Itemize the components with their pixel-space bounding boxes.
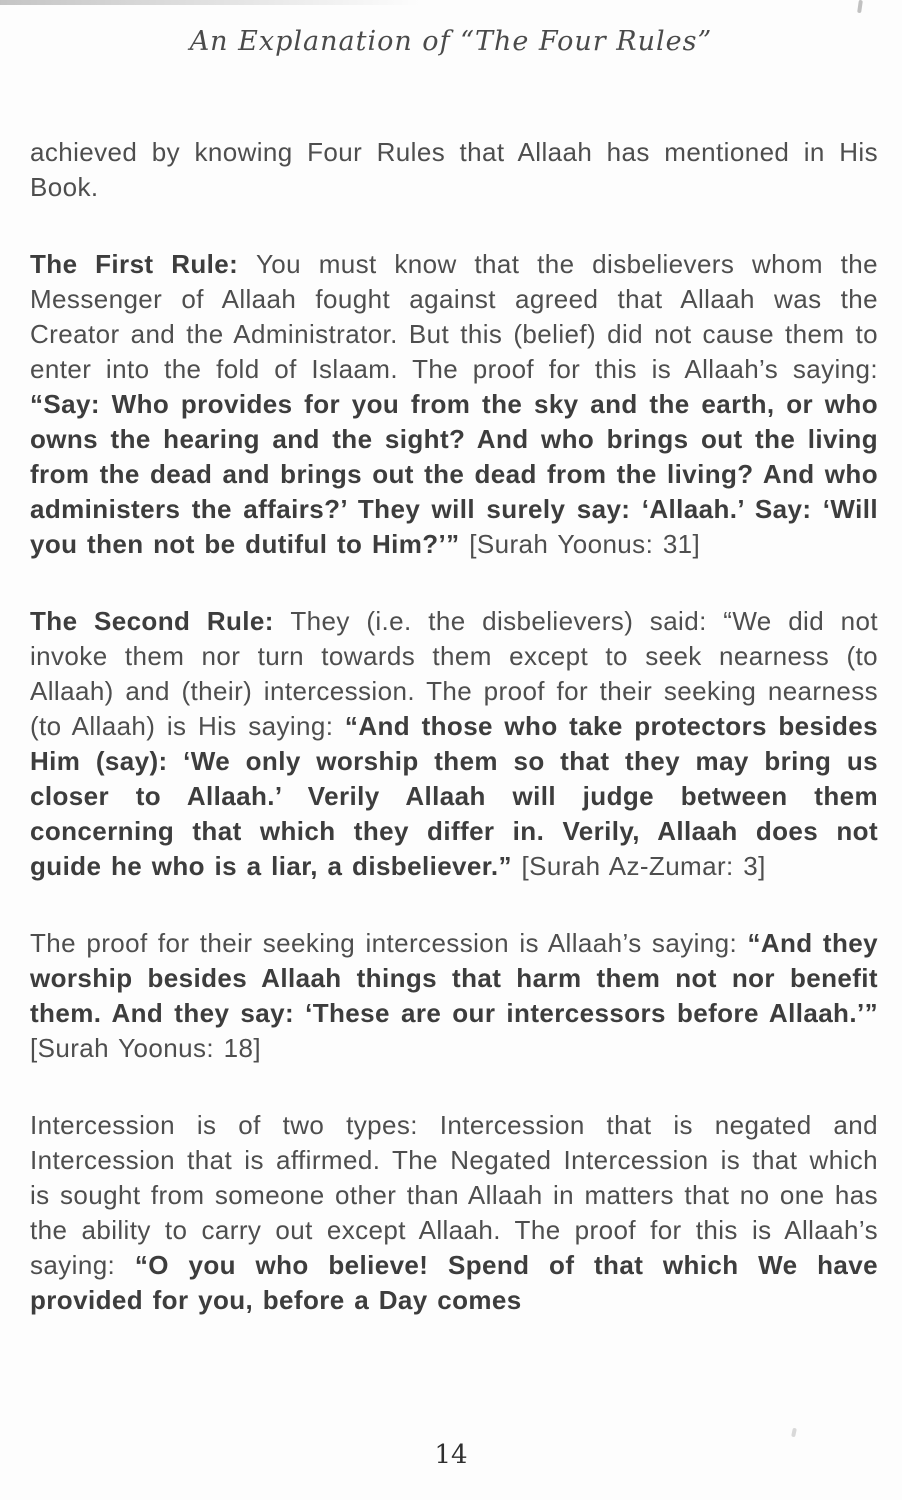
surah-reference: [Surah Yoonus: 31]: [469, 529, 701, 559]
surah-reference: [Surah Az-Zumar: 3]: [521, 851, 766, 881]
rule-heading: The Second Rule:: [30, 606, 291, 636]
running-header: An Explanation of “The Four Rules”: [189, 26, 713, 57]
page-number: 14: [434, 1440, 468, 1470]
quran-quote: “O you who believe! Spend of that which We have provided for you, before a Day comes: [30, 1250, 878, 1315]
paragraph-intercession-types: [30, 1108, 878, 1318]
scan-artifact: [791, 1428, 797, 1438]
body-text-segment: achieved by knowing Four Rules that Allaah has mentioned in His Book.: [30, 137, 878, 202]
quran-quote: “And they worship besides Allaah things that harm them not nor benefit them. And they say: ‘These are our intercessors before Allaah.’”: [30, 928, 878, 1028]
paragraph-first-rule: [30, 247, 878, 562]
body-text-segment: You must know that the disbelievers whom the Messenger of Allaah fought against agreed that Allaah was the Creator and the Administrator. But this (belief) did not cause them to enter into the fold of Islaam. The proof for this is Allaah’s saying:: [30, 249, 879, 384]
paragraph-intercession-proof: [30, 926, 878, 1066]
rule-heading: The First Rule:: [30, 249, 256, 279]
body-text-segment: They (i.e. the disbelievers) said: “We did not invoke them nor turn towards them except to seek nearness (to Allaah) and (their) intercession. The proof for their seeking nearness (to Allaah) is His saying:: [30, 606, 878, 741]
body-text-segment: The proof for their seeking intercession is Allaah’s saying:: [30, 928, 748, 958]
body-text-segment: Intercession is of two types: Intercession that is negated and Intercession that is affirmed. The Negated Intercession is that which is sought from someone other than Allaah in matters that no one has the ability to carry out except Allaah. The proof for this is Allaah’s saying:: [30, 1110, 878, 1280]
paragraph-second-rule: [30, 604, 878, 884]
paragraph-intro: [30, 135, 878, 205]
page-body: [0, 135, 902, 1318]
surah-reference: [Surah Yoonus: 18]: [30, 1033, 261, 1063]
scan-artifact: [0, 0, 420, 5]
scan-artifact: [857, 0, 863, 13]
quran-quote: “Say: Who provides for you from the sky and the earth, or who owns the hearing and the sight? And who brings out the living from the dead and brings out the dead from the living? And who administers the affairs?’ They will surely say: ‘Allaah.’ Say: ‘Will you then not be dutiful to Him?’”: [30, 389, 878, 559]
quran-quote: “And those who take protectors besides Him (say): ‘We only worship them so that they may bring us closer to Allaah.’ Verily Allaah will judge between them concerning that which they differ in. Verily, Allaah does not guide he who is a liar, a disbeliever.”: [30, 711, 878, 881]
